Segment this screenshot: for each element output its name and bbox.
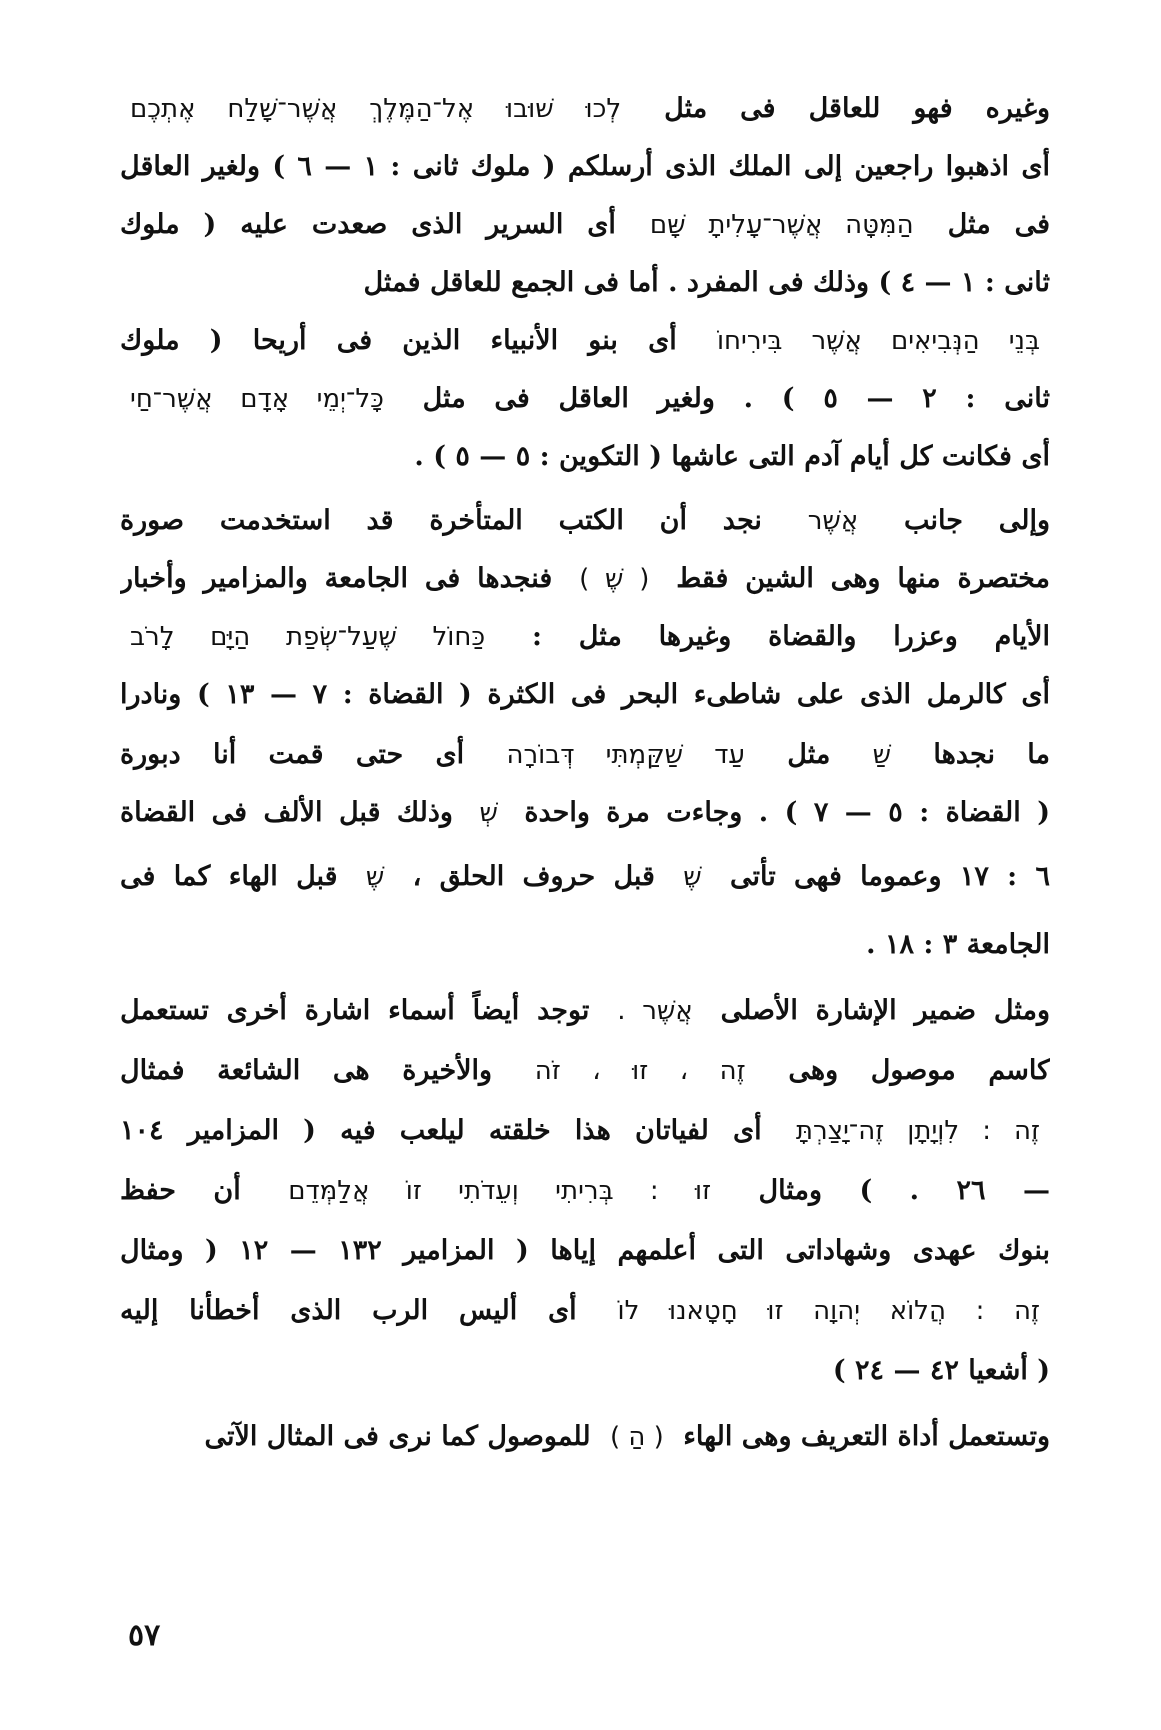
arabic-text-after: أى السرير الذى صعدت عليه ( ملوك <box>120 209 616 240</box>
text-line-18 <box>120 1102 1050 1160</box>
text-line-12 <box>120 726 1050 784</box>
text-line-22 <box>120 1342 1050 1400</box>
hebrew-quote-2: עַד שַׁקַּמְתִּי דְּבוֹרָה <box>506 740 745 770</box>
arabic-text-after-2: قبل الهاء كما فى <box>120 861 338 892</box>
arabic-text: ما نجدها <box>933 739 1050 770</box>
document-page <box>120 80 1050 1640</box>
arabic-text: وإلى جانب <box>904 505 1050 536</box>
text-line-3 <box>120 196 1050 254</box>
arabic-text-after: أى بنو الأنبياء الذين فى أريحا ( ملوك <box>120 325 677 356</box>
arabic-text: ٦ : ١٧ وعموما فهى تأتى <box>729 861 1050 892</box>
text-line-7 <box>120 428 1050 486</box>
text-line-20 <box>120 1222 1050 1280</box>
hebrew-quote: אֲשֶׁר . <box>617 996 693 1026</box>
arabic-text: — ٢٦ . ) ومثال <box>758 1175 1050 1206</box>
hebrew-quote: הַמִּטָּה אֲשֶׁר־עָלִיתָ שָּׁם <box>649 210 914 240</box>
arabic-text: أى فكانت كل أيام آدم التى عاشها ( التكوين : ٥ — ٥ ) . <box>414 441 1050 472</box>
text-line-2 <box>120 138 1050 196</box>
text-line-8 <box>120 492 1050 550</box>
hebrew-quote: ( הַ ) <box>610 1422 664 1452</box>
hebrew-quote: זֶה : הֲלוֹא יְהוָה זוּ חָטָאנוּ לוֹ <box>617 1296 1041 1326</box>
arabic-text: وتستعمل أداة التعريف وهى الهاء <box>683 1421 1050 1452</box>
text-line-13 <box>120 784 1050 842</box>
text-line-1 <box>120 80 1050 138</box>
arabic-text: الجامعة ٣ : ١٨ . <box>866 929 1050 960</box>
hebrew-quote: כַּחוֹל שֶׁעַל־שְׂפַת הַיָּם לָרֹב <box>130 622 486 652</box>
text-line-16 <box>120 982 1050 1040</box>
hebrew-quote: שֶׁ <box>683 862 702 892</box>
arabic-text-after: أى لفياتان هذا خلقته ليلعب فيه ( المزامير ١٠٤ <box>120 1115 762 1146</box>
text-line-6 <box>120 370 1050 428</box>
text-line-11 <box>120 666 1050 724</box>
hebrew-quote-2: שֶׁ <box>365 862 385 892</box>
arabic-text-after: أن حفظ <box>120 1175 241 1206</box>
arabic-text: أى كالرمل الذى على شاطىء البحر فى الكثرة ( القضاة : ٧ — ١٣ ) ونادرا <box>120 679 1050 710</box>
hebrew-quote: שַׁ <box>872 740 892 770</box>
hebrew-quote: ( שֶׁ ) <box>579 564 650 594</box>
text-line-15 <box>120 916 1050 974</box>
text-line-21 <box>120 1282 1050 1340</box>
text-line-17 <box>120 1042 1050 1100</box>
arabic-text: ثانى : ١ — ٤ ) وذلك فى المفرد . أما فى الجمع للعاقل فمثل <box>363 267 1050 298</box>
text-line-19 <box>120 1162 1050 1220</box>
arabic-text: فى مثل <box>947 209 1050 240</box>
arabic-text: كاسم موصول وهى <box>788 1055 1050 1086</box>
hebrew-quote: שְׁ <box>479 798 498 828</box>
hebrew-quote: אֲשֶׁר <box>807 506 859 536</box>
text-line-10 <box>120 608 1050 666</box>
arabic-text-after: نجد أن الكتب المتأخرة قد استخدمت صورة <box>120 505 762 536</box>
arabic-text: ( القضاة : ٥ — ٧ ) . وجاءت مرة واحدة <box>524 797 1050 828</box>
hebrew-quote: לְכוּ שׁוּבוּ אֶל־הַמֶּלֶךְ אֲשֶׁר־שָׁלַח אֶתְכֶם <box>130 94 622 124</box>
arabic-text: ( أشعيا ٤٢ — ٢٤ ) <box>832 1355 1050 1386</box>
arabic-text: أى اذهبوا راجعين إلى الملك الذى أرسلكم ( ملوك ثانى : ١ — ٦ ) ولغير العاقل <box>120 151 1050 182</box>
hebrew-quote: זֶה ، זוּ ، זֹה <box>534 1056 746 1086</box>
arabic-text: ومثل ضمير الإشارة الأصلى <box>720 995 1050 1026</box>
hebrew-quote: זֶה : לִוְיָתָן זֶה־יָצַרְתָּ <box>795 1116 1040 1146</box>
text-line-9 <box>120 550 1050 608</box>
arabic-text-after: أى أليس الرب الذى أخطأنا إليه <box>120 1295 577 1326</box>
hebrew-quote: כָּל־יְמֵי אָדָם אֲשֶׁר־חַי <box>130 384 384 414</box>
arabic-text: بنوك عهدى وشهاداتى التى أعلمهم إياها ( المزامير ١٣٢ — ١٢ ( ومثال <box>120 1235 1050 1266</box>
hebrew-quote: זוּ : בְּרִיתִי וְעֵדֹתִי זוֹ אֲלַמְּדֵם <box>288 1176 712 1206</box>
arabic-text: وغيره فهو للعاقل فى مثل <box>664 93 1050 124</box>
arabic-text-after-2: أى حتى قمت أنا دبورة <box>120 739 465 770</box>
arabic-text-after: توجد أيضاً أسماء اشارة أخرى تستعمل <box>120 995 590 1026</box>
arabic-text: مختصرة منها وهى الشين فقط <box>676 563 1050 594</box>
arabic-text-after: للموصول كما نرى فى المثال الآتى <box>204 1421 591 1452</box>
arabic-text-after: فنجدها فى الجامعة والمزامير وأخبار <box>120 563 553 594</box>
arabic-text: ثانى : ٢ — ٥ ) . ولغير العاقل فى مثل <box>422 383 1050 414</box>
hebrew-quote: בְּנֵי הַנְּבִיאִים אֲשֶׁר בִּירִיחוֹ <box>716 326 1040 356</box>
text-line-14 <box>120 848 1050 906</box>
arabic-text-after: قبل حروف الحلق ، <box>412 861 655 892</box>
text-line-5 <box>120 312 1050 370</box>
text-line-4 <box>120 254 1050 312</box>
page-number: ٥٧ <box>128 1618 161 1653</box>
text-line-23 <box>120 1408 1050 1466</box>
arabic-text-after: والأخيرة هى الشائعة فمثال <box>120 1055 493 1086</box>
arabic-text: الأيام وعزرا والقضاة وغيرها مثل : <box>531 621 1050 652</box>
arabic-text-after: وذلك قبل الألف فى القضاة <box>120 797 453 828</box>
arabic-text-after: مثل <box>787 739 831 770</box>
